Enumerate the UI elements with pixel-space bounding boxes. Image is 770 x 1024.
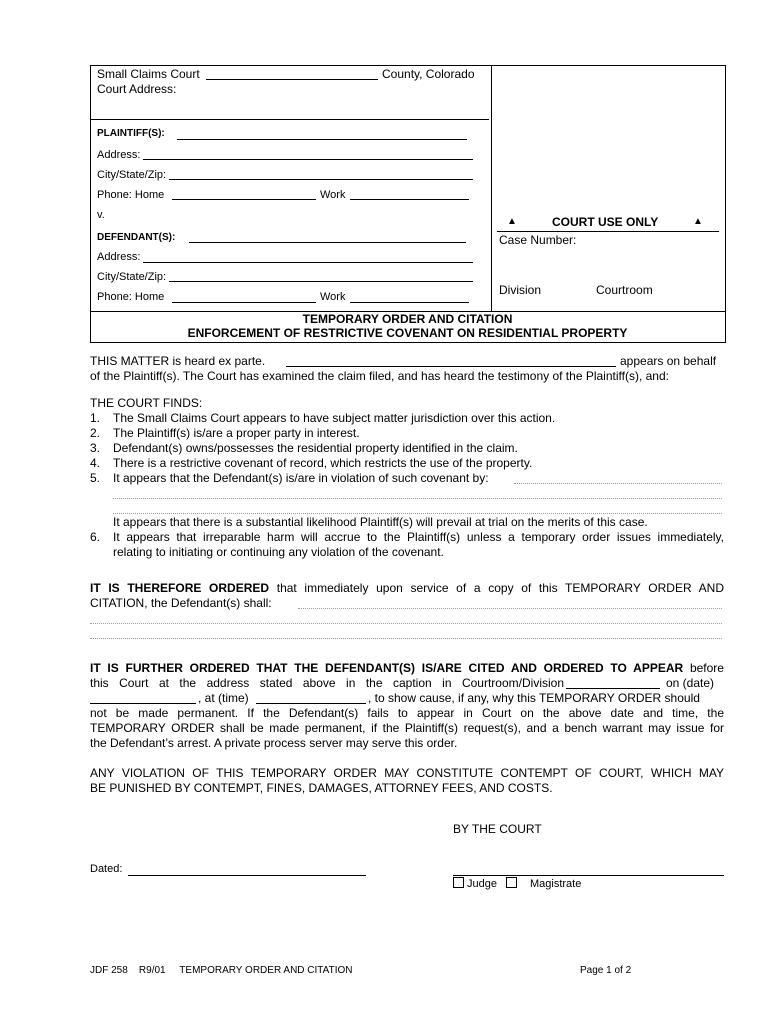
ordered-bold: IT IS THEREFORE ORDERED: [90, 581, 270, 595]
court-finds-heading: THE COURT FINDS:: [90, 396, 203, 410]
violation-description-field[interactable]: [113, 513, 722, 514]
versus-label: v.: [97, 209, 105, 221]
violation-description-field[interactable]: [514, 483, 722, 484]
intro-text-a: THIS MATTER is heard ex parte.: [90, 354, 266, 368]
finding-1-num: 1.: [90, 411, 101, 425]
further-line-4: not be made permanent. If the Defendant(s) fails to appear in Court on the above date and time, the: [90, 706, 724, 720]
finding-5-num: 5.: [90, 471, 101, 485]
further-bold: IT IS FURTHER ORDERED THAT THE DEFENDANT(S) IS/ARE CITED AND ORDERED TO APPEAR: [90, 661, 684, 675]
further-line-2a: this Court at the address stated above in the caption in Courtroom/Division: [90, 676, 564, 690]
ordered-actions-field[interactable]: [90, 638, 722, 639]
form-id: JDF 258 R9/01 TEMPORARY ORDER AND CITATION: [90, 965, 353, 976]
magistrate-label: Magistrate: [530, 878, 582, 890]
page-number: Page 1 of 2: [580, 965, 632, 976]
magistrate-option[interactable]: [506, 877, 581, 890]
division-label: Division: [499, 283, 542, 297]
defendant-label: DEFENDANT(S):: [97, 232, 176, 243]
likelihood-text: It appears that there is a substantial likelihood Plaintiff(s) will prevail at trial on the merits of this case.: [113, 515, 648, 529]
plaintiff-address-field[interactable]: [143, 159, 473, 160]
plaintiff-label: PLAINTIFF(S):: [97, 128, 165, 139]
courtroom-division-field[interactable]: [566, 688, 660, 689]
further-line-2b: on (date): [666, 676, 715, 690]
up-arrow-icon: ▲: [693, 216, 703, 227]
court-prefix: Small Claims Court: [97, 67, 200, 81]
court-use-only-rule: [497, 231, 719, 232]
ordered-rest: that immediately upon service of a copy of this TEMPORARY ORDER AND: [276, 581, 724, 595]
further-line-3b: , to show cause, if any, why this TEMPORARY ORDER should: [368, 691, 700, 705]
violation-warning-2: BE PUNISHED BY CONTEMPT, FINES, DAMAGES, ATTORNEY FEES, AND COSTS.: [90, 781, 553, 795]
plaintiff-phone-home-label: Phone: Home: [97, 189, 165, 201]
plaintiff-phone-work-label: Work: [320, 189, 346, 201]
defendant-address-field[interactable]: [143, 262, 473, 263]
plaintiff-address-label: Address:: [97, 149, 141, 161]
court-address-label: Court Address:: [97, 82, 177, 96]
finding-4-text: There is a restrictive covenant of record, which restricts the use of the property.: [113, 456, 533, 470]
courtroom-label: Courtroom: [596, 283, 653, 297]
ordered-line-1: [90, 581, 724, 595]
court-suffix: County, Colorado: [382, 67, 475, 81]
defendant-city-label: City/State/Zip:: [97, 271, 167, 283]
signature-field[interactable]: [453, 875, 724, 876]
caption-divider: [491, 65, 492, 312]
finding-5-text: It appears that the Defendant(s) is/are in violation of such covenant by:: [113, 471, 489, 485]
dated-field[interactable]: [128, 875, 366, 876]
defendant-city-field[interactable]: [169, 281, 473, 282]
defendant-name-field[interactable]: [189, 242, 466, 243]
finding-3-num: 3.: [90, 441, 101, 455]
finding-2-num: 2.: [90, 426, 101, 440]
appear-date-field[interactable]: [90, 703, 196, 704]
finding-6-text-2: relating to initiating or continuing any violation of the covenant.: [113, 545, 444, 559]
plaintiff-name-field[interactable]: [177, 139, 467, 140]
defendant-address-label: Address:: [97, 251, 141, 263]
intro-text-c: of the Plaintiff(s). The Court has examined the claim filed, and has heard the testimony of the Plaintiff(s), and:: [90, 369, 669, 383]
violation-description-field[interactable]: [113, 498, 722, 499]
violation-warning-1: ANY VIOLATION OF THIS TEMPORARY ORDER MAY CONSTITUTE CONTEMPT OF COURT, WHICH MAY: [90, 766, 724, 780]
further-line-5: TEMPORARY ORDER shall be made permanent, if the Plaintiff(s) request(s), and a bench warrant may issue for: [90, 721, 724, 735]
judge-option[interactable]: [453, 877, 497, 890]
plaintiff-phone-home-field[interactable]: [172, 199, 316, 200]
attorney-name-field[interactable]: [286, 366, 616, 367]
title-line-1: TEMPORARY ORDER AND CITATION: [302, 312, 513, 326]
intro-text-b: appears on behalf: [620, 354, 717, 368]
judge-checkbox[interactable]: [453, 877, 464, 888]
by-the-court-label: BY THE COURT: [453, 822, 542, 836]
further-line-3a: , at (time): [198, 691, 249, 705]
finding-3-text: Defendant(s) owns/possesses the residential property identified in the claim.: [113, 441, 518, 455]
ordered-line-2: CITATION, the Defendant(s) shall:: [90, 596, 272, 610]
further-line-6: the Defendant’s arrest. A private process server may serve this order.: [90, 736, 458, 750]
finding-4-num: 4.: [90, 456, 101, 470]
magistrate-checkbox[interactable]: [506, 877, 517, 888]
judge-label: Judge: [467, 878, 497, 890]
court-use-only-label: COURT USE ONLY: [552, 215, 659, 229]
further-before: before: [689, 661, 724, 675]
dated-label: Dated:: [90, 863, 123, 875]
finding-6-num: 6.: [90, 530, 101, 544]
defendant-phone-work-field[interactable]: [350, 302, 469, 303]
ordered-actions-field[interactable]: [90, 623, 722, 624]
case-number-label: Case Number:: [499, 233, 577, 247]
court-address-field[interactable]: [91, 119, 489, 120]
defendant-phone-work-label: Work: [320, 291, 346, 303]
plaintiff-city-label: City/State/Zip:: [97, 169, 167, 181]
defendant-phone-home-field[interactable]: [172, 302, 316, 303]
further-line-1: [90, 661, 724, 675]
county-field[interactable]: [206, 79, 378, 80]
up-arrow-icon: ▲: [507, 216, 517, 227]
finding-2-text: The Plaintiff(s) is/are a proper party in interest.: [113, 426, 360, 440]
defendant-phone-home-label: Phone: Home: [97, 291, 165, 303]
finding-1-text: The Small Claims Court appears to have subject matter jurisdiction over this action.: [113, 411, 556, 425]
title-line-2: ENFORCEMENT OF RESTRICTIVE COVENANT ON RESIDENTIAL PROPERTY: [187, 326, 628, 340]
ordered-actions-field[interactable]: [298, 608, 722, 609]
plaintiff-phone-work-field[interactable]: [350, 199, 469, 200]
appear-time-field[interactable]: [256, 703, 366, 704]
finding-6-text-1: It appears that irreparable harm will accrue to the Plaintiff(s) unless a temporary order issues immediately,: [113, 530, 724, 544]
plaintiff-city-field[interactable]: [169, 179, 473, 180]
